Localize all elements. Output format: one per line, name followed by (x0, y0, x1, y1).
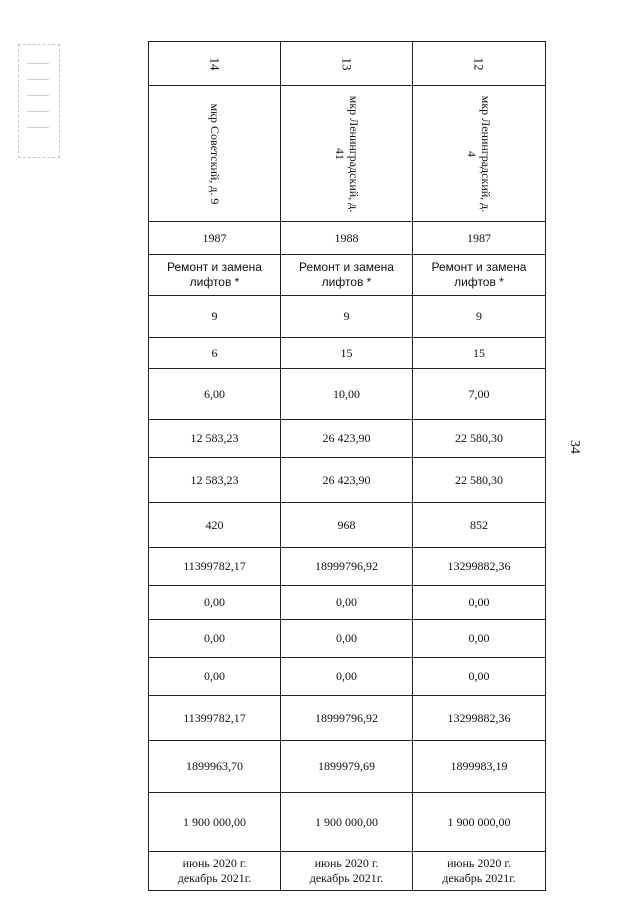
table-cell: 1 900 000,00 (413, 793, 546, 852)
table-cell: 0,00 (413, 620, 546, 658)
table-row (149, 296, 546, 338)
table-cell: 9 (281, 296, 413, 338)
table-cell: 11399782,17 (149, 548, 281, 586)
table-cell: 0,00 (281, 658, 413, 696)
table-cell: 12 583,23 (149, 420, 281, 458)
table-cell: 22 580,30 (413, 420, 546, 458)
table-cell: 9 (413, 296, 546, 338)
page-number: 34 (567, 440, 582, 454)
table-cell: 12 583,23 (149, 458, 281, 503)
table-cell: 1 900 000,00 (149, 793, 281, 852)
table-cell: 1988 (281, 222, 413, 255)
table-row (149, 420, 546, 458)
table-cell: 1899983,19 (413, 741, 546, 793)
table-row (149, 548, 546, 586)
table-cell: 1899979,69 (281, 741, 413, 793)
table-cell: 10,00 (281, 369, 413, 420)
table-cell: 852 (413, 503, 546, 548)
table-cell: 1987 (149, 222, 281, 255)
cell-line: декабрь 2021г. (177, 871, 252, 885)
table-cell (149, 852, 281, 891)
table-row (149, 86, 546, 222)
table-cell: 1987 (413, 222, 546, 255)
table-cell: Ремонт и замена лифтов * (149, 255, 281, 296)
table-cell: 0,00 (281, 586, 413, 620)
table-cell: 968 (281, 503, 413, 548)
table-cell: 0,00 (149, 620, 281, 658)
table-row (149, 369, 546, 420)
address-cell: мкр Советский, д. 9 (207, 103, 222, 204)
table-cell: 15 (413, 338, 546, 369)
cell-line: декабрь 2021г. (309, 871, 384, 885)
row-number: 13 (339, 57, 354, 70)
table-row (149, 458, 546, 503)
table-cell: Ремонт и замена лифтов * (413, 255, 546, 296)
row-number: 12 (471, 57, 487, 70)
table-row (149, 42, 546, 86)
row-number: 14 (207, 57, 222, 70)
table-row (149, 255, 546, 296)
table-cell: 6 (149, 338, 281, 369)
cell-line: июнь 2020 г. (314, 856, 379, 870)
table-cell: 18999796,92 (281, 548, 413, 586)
table-cell: 7,00 (413, 369, 546, 420)
table-row (149, 338, 546, 369)
table-cell: 1899963,70 (149, 741, 281, 793)
table-cell: 0,00 (413, 586, 546, 620)
table-cell: 26 423,90 (281, 420, 413, 458)
table-row (149, 586, 546, 620)
table-cell: 26 423,90 (281, 458, 413, 503)
table-row (149, 620, 546, 658)
table-cell: 18999796,92 (281, 696, 413, 741)
table-cell: 0,00 (149, 658, 281, 696)
table-cell: 11399782,17 (149, 696, 281, 741)
address-cell: мкр Ленинградский, д. 41 (332, 95, 361, 212)
table-cell: Ремонт и замена лифтов * (281, 255, 413, 296)
data-table (148, 41, 546, 891)
table-cell: 420 (149, 503, 281, 548)
table-cell: 1 900 000,00 (281, 793, 413, 852)
cell-line: декабрь 2021г. (442, 871, 516, 885)
table-cell: 13299882,36 (413, 696, 546, 741)
table-cell: 15 (281, 338, 413, 369)
table-row (149, 793, 546, 852)
table-row (149, 658, 546, 696)
table-cell: 0,00 (413, 658, 546, 696)
table-cell: 13299882,36 (413, 548, 546, 586)
cell-line: июнь 2020 г. (182, 856, 247, 870)
table-cell: 0,00 (149, 586, 281, 620)
table-row (149, 696, 546, 741)
table-cell: 9 (149, 296, 281, 338)
table-cell: 22 580,30 (413, 458, 546, 503)
table-row (149, 222, 546, 255)
cell-line: июнь 2020 г. (447, 856, 511, 870)
stamp-mark (18, 44, 60, 158)
table-cell: 0,00 (281, 620, 413, 658)
table-cell (281, 852, 413, 891)
address-cell: мкр Ленинградский, д. 4 (465, 95, 493, 212)
table-row (149, 741, 546, 793)
table-cell (413, 852, 546, 891)
table-row (149, 503, 546, 548)
table-cell: 6,00 (149, 369, 281, 420)
table-row (149, 852, 546, 891)
